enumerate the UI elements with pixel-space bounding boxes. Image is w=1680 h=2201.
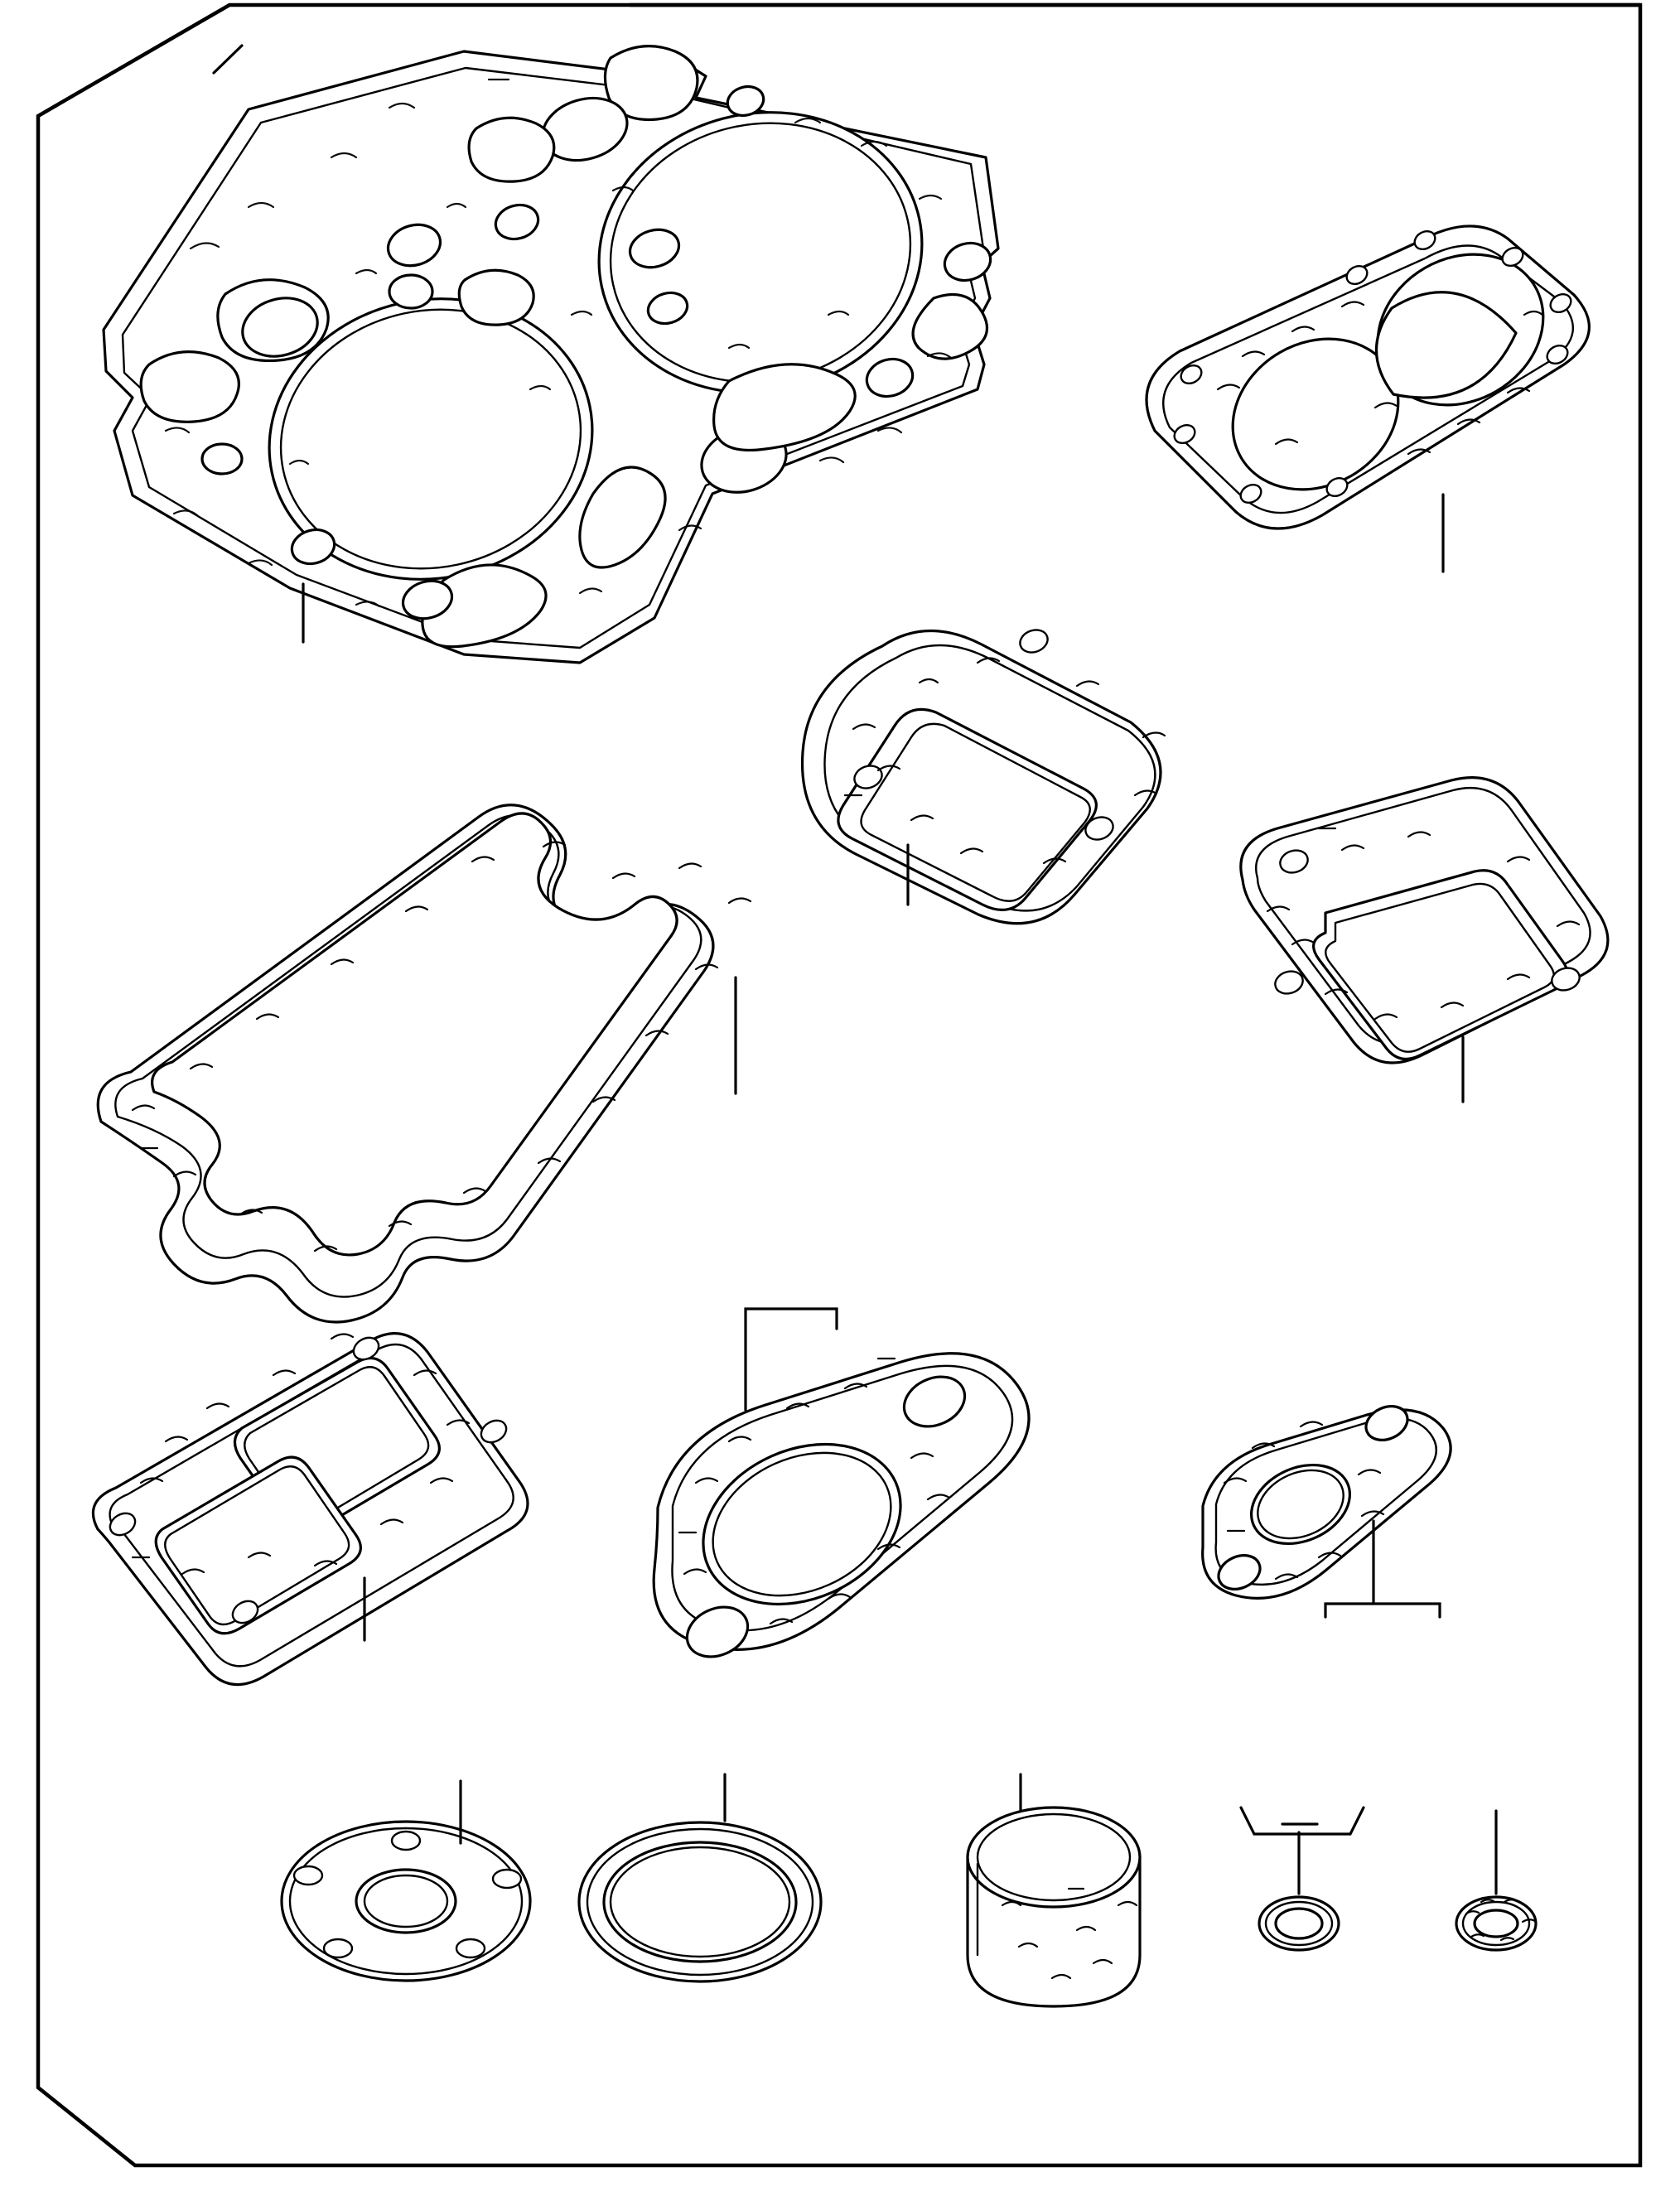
leader-line-head-gasket-top xyxy=(214,46,242,73)
small-flange-gasket[interactable] xyxy=(1203,1400,1451,1617)
leader-line xyxy=(1241,1808,1364,1894)
twin-port-plate-gasket[interactable] xyxy=(93,1334,528,1685)
twin-bore-cover-gasket[interactable] xyxy=(1147,225,1589,572)
cylinder-head-gasket[interactable] xyxy=(104,46,998,663)
washer-small[interactable] xyxy=(1241,1808,1364,1950)
manifold-gasket-right[interactable] xyxy=(1241,778,1608,1102)
washer-textured[interactable] xyxy=(1456,1811,1536,1950)
o-ring-large[interactable] xyxy=(579,1774,821,1981)
flange-ring-gasket[interactable] xyxy=(282,1781,530,1981)
rocker-cover-gasket[interactable] xyxy=(98,805,751,1322)
exhaust-flange-gasket[interactable] xyxy=(654,1309,1029,1666)
cylinder-sleeve[interactable] xyxy=(968,1774,1140,2006)
manifold-gasket-upper[interactable] xyxy=(803,626,1165,924)
